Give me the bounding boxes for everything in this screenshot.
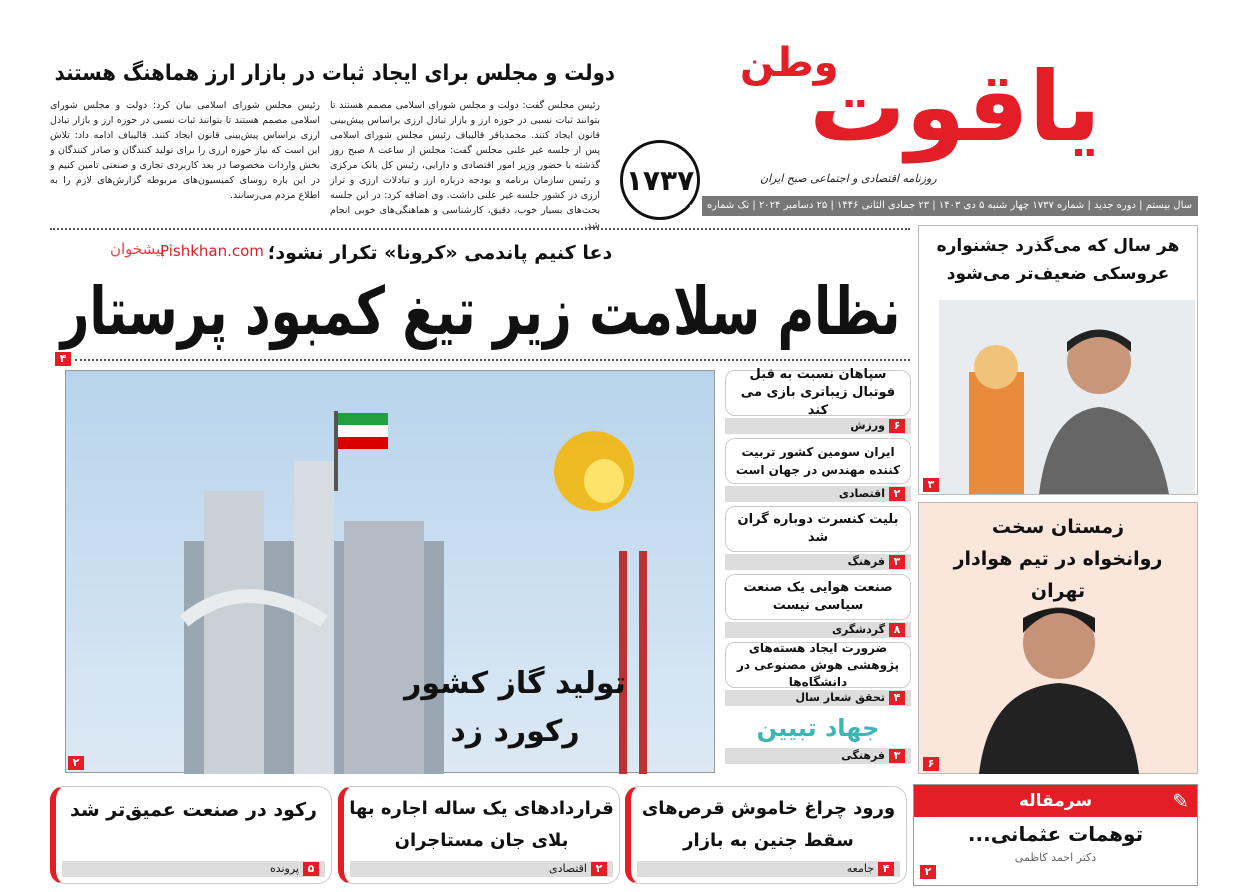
side-news-list	[725, 367, 911, 768]
bottom-story[interactable]: رکود در صنعت عمیق‌تر شد ۵ پرونده	[50, 786, 332, 884]
newspaper-logo: یاقوت	[809, 51, 1101, 163]
masthead-tagline: روزنامه اقتصادی و اجتماعی صبح ایران	[760, 172, 937, 185]
person-photo	[959, 588, 1159, 774]
top-story-column-right: رئیس مجلس گفت: دولت و مجلس شورای اسلامی مصمم هستند تا بتوانند ثبات نسبی در حوزه ارز و بازار تبادل ارزی براساس پیش‌بینی قانون ایجاد کنند. محمدباقر قالیباف رئیس مجلس شورای اسلامی پس از جلسه غیر علنی مجلس گفت: مجلس از ساعت ۸ صبح روز گذشته با حضور وزیر امور اقتصادی و دارایی، رئیس کل بانک مرکزی و رئیس سازمان برنامه و بودجه درباره ارز و تبادلات ارزی و تراز ارزی در کشور جلسه غیر علنی داشت. وی اضافه کرد: در این جلسه بحث‌های بسیار خوب، دقیق، کارشناسی و هماهنگی‌های خوبی انجام شد.	[330, 100, 600, 231]
divider	[75, 359, 910, 361]
top-headline-box	[55, 58, 615, 90]
editorial-title: توهمات عثمانی...	[967, 822, 1144, 846]
watermark-url: Pishkhan.com	[160, 242, 264, 260]
date-bar: سال بیستم | دوره جدید | شماره ۱۷۳۷ چهار شنبه ۵ دی ۱۴۰۳ | ۲۳ جمادی الثانی ۱۴۴۶ | ۲۵ دسامبر ۲۰۲۴ | تک شماره ۱۲۰۰۰ تومان	[702, 196, 1198, 216]
editorial-label: سرمقاله	[1018, 791, 1093, 811]
main-headline[interactable]: نظام سلامت زیر تیغ کمبود پرستار	[60, 273, 900, 350]
side-item[interactable]: ایران سومین کشور تربیت کننده مهندس در جهان است ۲ اقتصادی	[725, 438, 911, 502]
side-item[interactable]: سپاهان نسبت به قبل فوتبال زیباتری بازی می کند ۶ ورزش	[725, 370, 911, 434]
watermark-name: پیشخوان	[110, 240, 165, 258]
divider	[50, 228, 910, 230]
main-headline-box[interactable]	[60, 272, 900, 352]
side-item[interactable]: ضرورت ایجاد هسته‌های پژوهشی هوش مصنوعی در دانشگاه‌ها ۴ تحقق شعار سال	[725, 642, 911, 706]
pen-icon: ✎	[1172, 789, 1189, 813]
page-badge: ۴	[55, 352, 71, 366]
right-story-football[interactable]: زمستان سخت روانخواه در تیم هوادار تهران ۶	[918, 502, 1198, 774]
side-item[interactable]: بلیت کنسرت دوباره گران شد ۳ فرهنگ	[725, 506, 911, 570]
editorial-author: دکتر احمد کاظمی	[1014, 851, 1097, 864]
right-story-festival[interactable]: هر سال که می‌گذرد جشنواره عروسکی ضعیف‌تر می‌شود ۳	[918, 225, 1198, 495]
issue-number-badge: ۱۷۳۷	[620, 140, 700, 220]
page-badge: ۲	[920, 865, 936, 879]
page-badge: ۲	[68, 756, 84, 770]
page-badge: ۳	[923, 478, 939, 492]
main-kicker-box	[260, 240, 620, 266]
editorial-box[interactable]	[913, 784, 1198, 886]
photo-caption: تولید گاز کشور رکورد زد	[404, 666, 626, 749]
top-story-column-left: رئیس مجلس شورای اسلامی بیان کرد: دولت و مجلس شورای اسلامی مصمم هستند تا بتوانند ثبات نسبی در حوزه ارز و بازار تبادل ارزی براساس پیش‌بینی قانون ایجاد کنند. قالیباف ادامه داد: تلاش این است که نیاز حوزه ارزی را برای تولید کنندگان و صادر کنندگان و بخش واردات مخصوصا در بعد کاربردی تجاری و صنعتی تامین کنیم و در این باره روسای کمیسیون‌های مربوطه گزارش‌های لازم را به اطلاع مردم می‌رسانند.	[50, 100, 320, 201]
bottom-story[interactable]: ورود چراغ خاموش قرص‌های سقط جنین به بازار ۴ جامعه	[625, 786, 907, 884]
bottom-story[interactable]: قراردادهای یک ساله اجاره بها بلای جان مستاجران ۲ اقتصادی	[338, 786, 620, 884]
side-item[interactable]: جهاد تبیین ۳ فرهنگی	[725, 710, 911, 764]
main-kicker: دعا کنیم پاندمی «کرونا» تکرار نشود؛	[267, 242, 613, 264]
side-item[interactable]: صنعت هوایی یک صنعت سیاسی نیست ۸ گردشگری	[725, 574, 911, 638]
page-badge: ۶	[923, 757, 939, 771]
top-headline: دولت و مجلس برای ایجاد ثبات در بازار ارز هماهنگ هستند	[54, 61, 615, 86]
person-photo	[939, 300, 1195, 494]
logo-vatan: وطن	[740, 40, 839, 86]
